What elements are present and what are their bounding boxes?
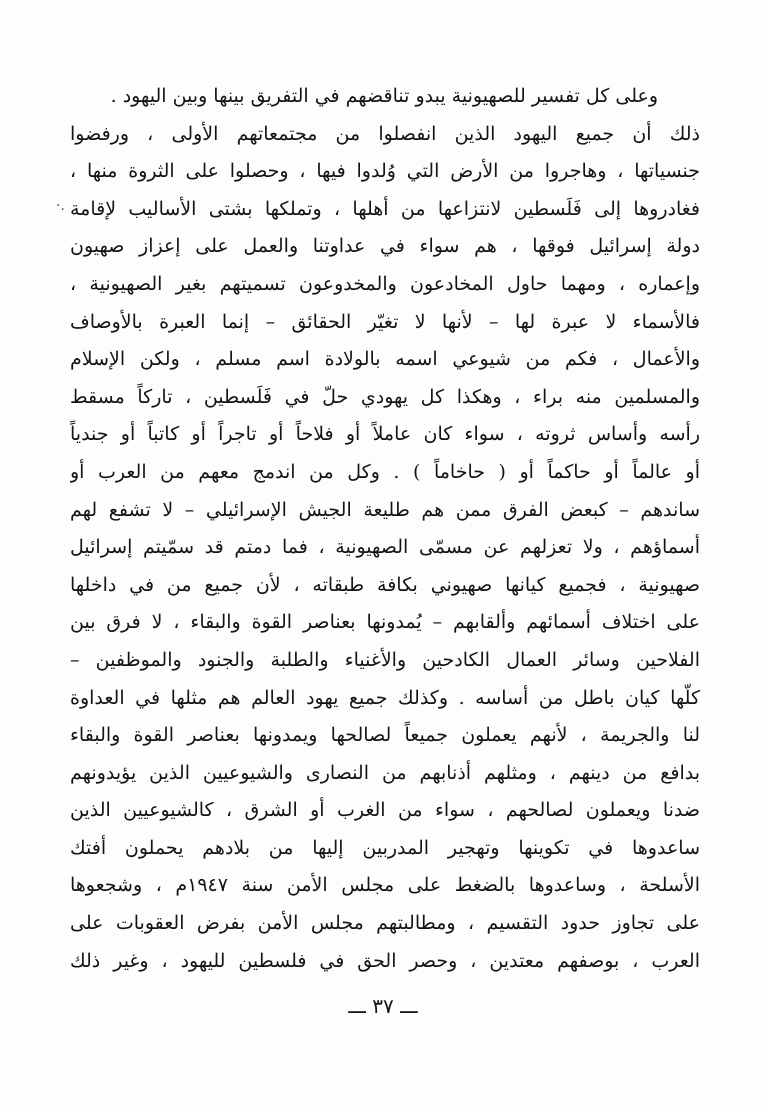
text-line: ساعدوها في تكوينها وتهجير المدربين إليها من بلادهم يحملون أفتك (70, 836, 700, 859)
text-line: على اختلاف أسمائهم وألقابهم – يُمدونها بعناصر القوة والبقاء ، لا فرق بين (70, 611, 700, 634)
page-number: ـــ ٣٧ ـــ (348, 994, 418, 1018)
text-line: ساندهم – كبعض الفرق ممن هم طليعة الجيش الإسرائيلي – لا تشفع لهم (70, 498, 700, 521)
text-line: صهيونية ، فجميع كيانها صهيوني بكافة طبقاته ، لأن جميع من في داخلها (70, 573, 700, 596)
text-line: الفلاحين وسائر العمال الكادحين والأغنياء والطلبة والجنود والموظفين – (70, 648, 700, 671)
text-line: جنسياتها ، وهاجروا من الأرض التي وُلدوا فيها ، وحصلوا على الثروة منها ، (70, 160, 700, 183)
margin-mark: ·. (56, 198, 65, 214)
text-line: الأسلحة ، وساعدوها بالضغط على مجلس الأمن سنة ١٩٤٧م ، وشجعوها (70, 874, 700, 897)
text-line: العرب ، بوصفهم معتدين ، وحصر الحق في فلسطين لليهود ، وغير ذلك (70, 949, 700, 972)
text-line: ضدنا ويعملون لصالحهم ، سواء من الغرب أو الشرق ، كالشيوعيين الذين (70, 799, 700, 822)
text-line: لنا والجريمة ، لأنهم يعملون جميعاً لصالحها ويمدونها بعناصر القوة والبقاء (70, 724, 700, 747)
text-line: أسماؤهم ، ولا تعزلهم عن مسمّى الصهيونية ، فما دمتم قد سمّيتم إسرائيل (70, 536, 700, 559)
text-line: وعلى كل تفسير للصهيونية يبدو تناقضهم في التفريق بينها وبين اليهود . (110, 85, 658, 107)
text-line: رأسه وأساس ثروته ، سواء كان عاملاً أو فلاحاً أو تاجراً أو كاتباً أو جندياً (70, 423, 700, 446)
text-line: ذلك أن جميع اليهود الذين انفصلوا من مجتمعاتهم الأولى ، ورفضوا (70, 122, 700, 145)
text-line: أو عالماً أو حاكماً أو ( حاخاماً ) . وكل من اندمج معهم من العرب أو (70, 460, 700, 483)
text-line: والمسلمين منه براء ، وهكذا كل يهودي حلّ في فَلَسطين ، تاركاً مسقط (70, 385, 700, 408)
text-line: كلّها كيان باطل من أساسه . وكذلك جميع يهود العالم هم مثلها في العداوة (70, 686, 700, 709)
text-line: دولة إسرائيل فوقها ، هم سواء في عداوتنا والعمل على إعزاز صهيون (70, 235, 700, 258)
body-text (70, 78, 700, 980)
text-line: والأعمال ، فكم من شيوعي اسمه بالولادة اسم مسلم ، ولكن الإسلام (70, 348, 700, 371)
text-line: بدافع من دينهم ، ومثلهم أذنابهم من النصارى والشيوعيين الذين يؤيدونهم (70, 761, 700, 784)
text-line: على تجاوز حدود التقسيم ، ومطالبتهم مجلس الأمن بفرض العقوبات على (70, 912, 700, 935)
text-line: فالأسماء لا عبرة لها – لأنها لا تغيّر الحقائق – إنما العبرة بالأوصاف (70, 310, 700, 333)
text-line: وإعماره ، ومهما حاول المخادعون والمخدوعون تسميتهم بغير الصهيونية ، (70, 272, 700, 295)
text-line: فغادروها إلى فَلَسطين لانتزاعها من أهلها ، وتملكها بشتى الأساليب لإقامة (70, 197, 700, 220)
